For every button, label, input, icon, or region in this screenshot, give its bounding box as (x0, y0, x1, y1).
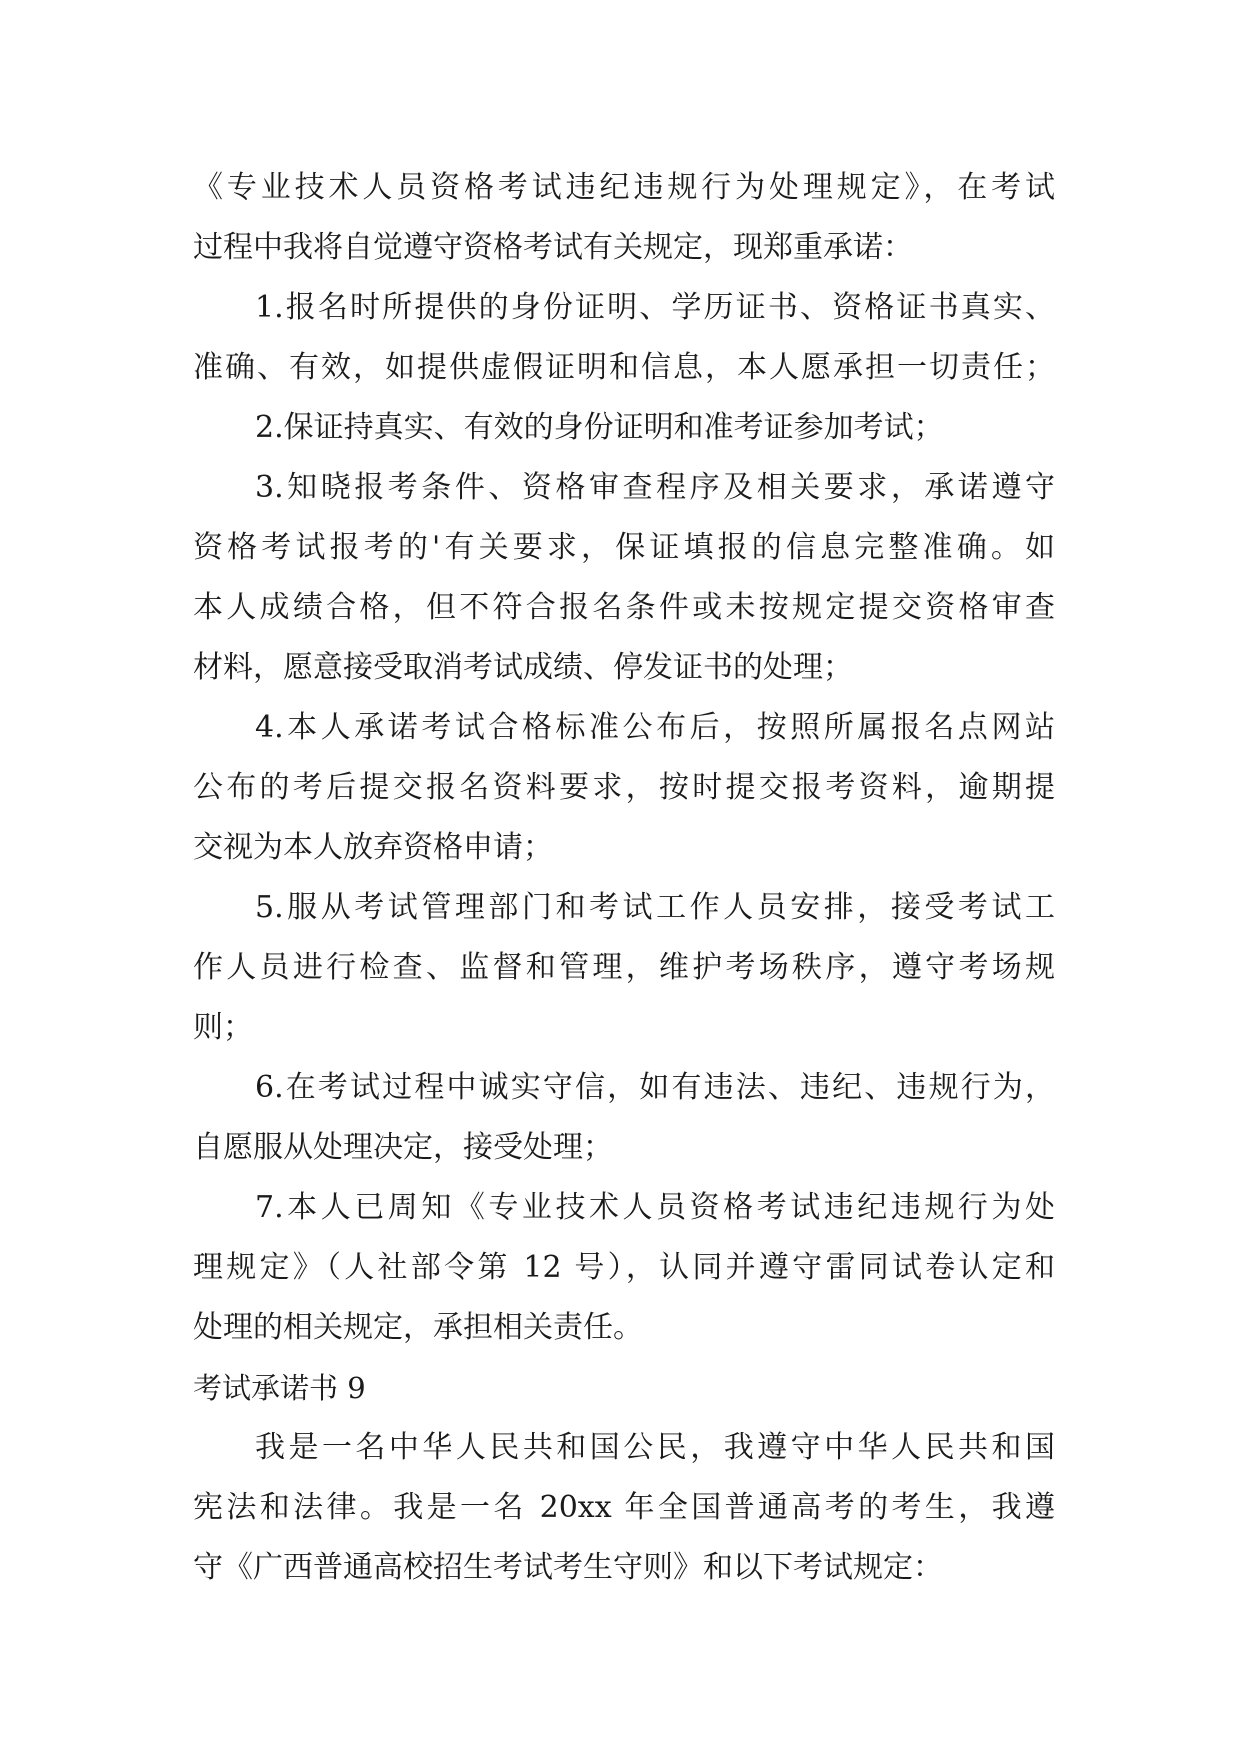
text-line: 自愿服从处理决定，接受处理； (193, 1130, 613, 1165)
text-line: 资格考试报考的'有关要求，保证填报的信息完整准确。如 (193, 530, 1055, 565)
document-body (193, 158, 1055, 1598)
pledge-item-5 (193, 878, 1055, 1058)
pledge-item-4 (193, 698, 1055, 878)
pledge-item-6 (193, 1058, 1055, 1178)
text-line: 作人员进行检查、监督和管理，维护考场秩序，遵守考场规 (193, 950, 1055, 985)
text-line: 理规定》（人社部令第 12 号），认同并遵守雷同试卷认定和 (193, 1250, 1055, 1285)
text-line: 《专业技术人员资格考试违纪违规行为处理规定》，在考试 (193, 170, 1055, 205)
text-line: 宪法和法律。我是一名 20xx 年全国普通高考的考生，我遵 (193, 1490, 1055, 1525)
text-line: 7.本人已周知《专业技术人员资格考试违纪违规行为处 (255, 1190, 1055, 1225)
text-line: 材料，愿意接受取消考试成绩、停发证书的处理； (193, 650, 853, 685)
text-line: 3.知晓报考条件、资格审查程序及相关要求，承诺遵守 (255, 470, 1055, 505)
text-line: 本人成绩合格，但不符合报名条件或未按规定提交资格审查 (193, 590, 1055, 625)
pledge-item-3 (193, 458, 1055, 698)
pledge-item-1 (193, 278, 1055, 398)
pledge-item-7 (193, 1178, 1055, 1358)
pledge-item-2 (193, 398, 1055, 458)
text-line: 交视为本人放弃资格申请； (193, 830, 553, 865)
text-line: 公布的考后提交报名资料要求，按时提交报考资料，逾期提 (193, 770, 1055, 805)
text-line: 5.服从考试管理部门和考试工作人员安排，接受考试工 (255, 890, 1055, 925)
text-line: 2.保证持真实、有效的身份证明和准考证参加考试； (255, 410, 944, 445)
text-line: 我是一名中华人民共和国公民，我遵守中华人民共和国 (255, 1430, 1055, 1465)
closing-paragraph (193, 1418, 1055, 1598)
text-line: 处理的相关规定，承担相关责任。 (193, 1310, 643, 1345)
section-heading: 考试承诺书 9 (193, 1371, 366, 1405)
text-line: 1.报名时所提供的身份证明、学历证书、资格证书真实、 (255, 290, 1055, 325)
text-line: 守《广西普通高校招生考试考生守则》和以下考试规定： (193, 1550, 943, 1585)
text-line: 6.在考试过程中诚实守信，如有违法、违纪、违规行为， (255, 1070, 1055, 1105)
text-line: 过程中我将自觉遵守资格考试有关规定，现郑重承诺： (193, 230, 913, 265)
text-line: 则； (193, 1010, 253, 1045)
intro-paragraph (193, 158, 1055, 278)
text-line: 4.本人承诺考试合格标准公布后，按照所属报名点网站 (255, 710, 1055, 745)
text-line: 准确、有效，如提供虚假证明和信息，本人愿承担一切责任； (193, 350, 1055, 385)
